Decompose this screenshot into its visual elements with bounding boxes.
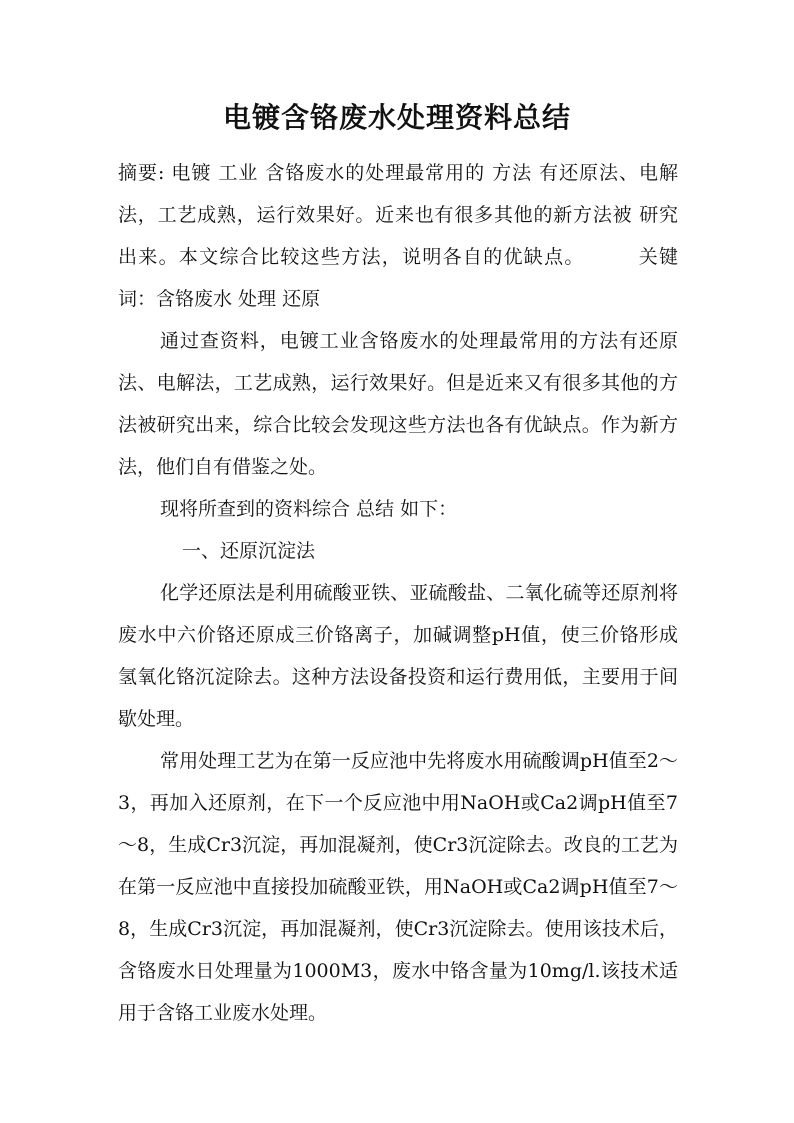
document-body [118, 152, 678, 1034]
keywords-text: 关键词：含铬废水 处理 还原 [118, 246, 678, 310]
section-paragraph-process: 常用处理工艺为在第一反应池中先将废水用硫酸调pH值至2～3，再加入还原剂，在下一个反应池中用NaOH或Ca2调pH值至7～8，生成Cr3沉淀，再加混凝剂，使Cr3沉淀除去。改良的工艺为在第一反应池中直接投加硫酸亚铁，用NaOH或Ca2调pH值至7～8，生成Cr3沉淀，再加混凝剂，使Cr3沉淀除去。使用该技术后，含铬废水日处理量为1000M3，废水中铬含量为10mg/l.该技术适用于含铬工业废水处理。 [118, 750, 678, 1024]
document-title: 电镀含铬废水处理资料总结 [222, 101, 571, 134]
summary-lead-paragraph: 现将所查到的资料综合 总结 如下： [160, 498, 458, 520]
abstract-text: 摘要: 电镀 工业 含铬废水的处理最常用的 方法 有还原法、电解法，工艺成熟，运行效果好。近来也有很多其他的新方法被 研究 出来。本文综合比较这些方法，说明各自的优缺点。 [118, 162, 678, 268]
intro-paragraph: 通过查资料，电镀工业含铬废水的处理最常用的方法有还原法、电解法，工艺成熟，运行效果好。但是近来又有很多其他的方法被研究出来，综合比较会发现这些方法也各有优缺点。作为新方法，他们自有借鉴之处。 [118, 330, 678, 478]
abstract-paragraph [118, 152, 678, 320]
section-paragraph-chemical-reduction: 化学还原法是利用硫酸亚铁、亚硫酸盐、二氧化硫等还原剂将废水中六价铬还原成三价铬离子，加碱调整pH值，使三价铬形成氢氧化铬沉淀除去。这种方法设备投资和运行费用低，主要用于间歇处理。 [118, 582, 678, 730]
section-heading: 一、还原沉淀法 [182, 540, 316, 562]
